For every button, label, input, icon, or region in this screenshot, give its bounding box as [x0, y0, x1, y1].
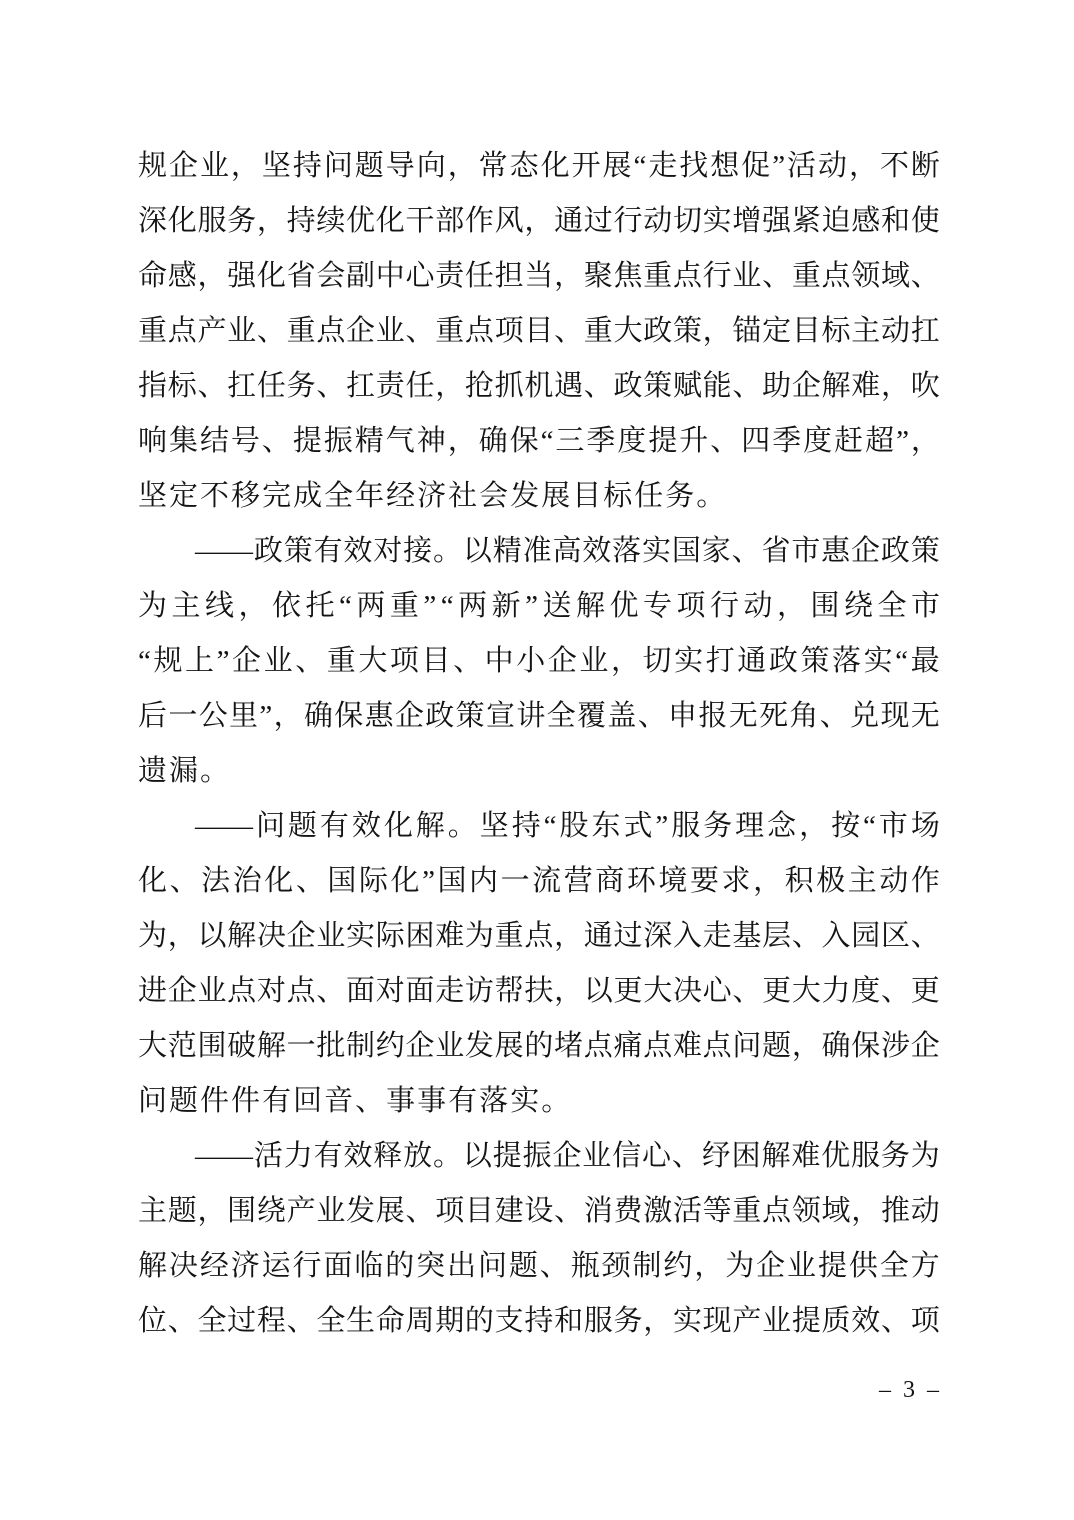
text-line: —— 政 策 有 效 对 接 。 以 精 准 高 效 落 实 国 家 、 省 市 惠 企 政 策 — [195, 535, 940, 567]
text-line: 解 决 经 济 运 行 面 临 的 突 出 问 题 、 瓶 颈 制 约 ， 为 企 业 提 供 全 方 — [138, 1250, 940, 1282]
paragraph — [138, 1129, 940, 1349]
text-line: 问 题 件 件 有 回 音 、 事 事 有 落 实 。 — [138, 1085, 571, 1117]
text-line: 大 范 围 破 解 一 批 制 约 企 业 发 展 的 堵 点 痛 点 难 点 问 题 ， 确 保 涉 企 — [138, 1030, 940, 1062]
page-number: – 3 – — [879, 1377, 942, 1403]
text-line: 为 ， 以 解 决 企 业 实 际 困 难 为 重 点 ， 通 过 深 入 走 基 层 、 入 园 区 、 — [138, 920, 940, 952]
text-line: “ 规 上 ” 企 业 、 重 大 项 目 、 中 小 企 业 ， 切 实 打 通 政 策 落 实 “ 最 — [138, 645, 940, 677]
paragraph — [138, 524, 940, 799]
text-line: —— 问 题 有 效 化 解 。 坚 持 “ 股 东 式 ” 服 务 理 念 ， 按 “ 市 场 — [195, 810, 940, 842]
text-line: 响 集 结 号 、 提 振 精 气 神 ， 确 保 “ 三 季 度 提 升 、 四 季 度 赶 超 ” ， — [138, 425, 940, 457]
text-line: 重 点 产 业 、 重 点 企 业 、 重 点 项 目 、 重 大 政 策 ， 锚 定 目 标 主 动 扛 — [138, 315, 940, 347]
text-line: 坚 定 不 移 完 成 全 年 经 济 社 会 发 展 目 标 任 务 。 — [138, 480, 726, 512]
text-line: —— 活 力 有 效 释 放 。 以 提 振 企 业 信 心 、 纾 困 解 难 优 服 务 为 — [195, 1140, 940, 1172]
text-line: 后 一 公 里 ” ， 确 保 惠 企 政 策 宣 讲 全 覆 盖 、 申 报 无 死 角 、 兑 现 无 — [138, 700, 940, 732]
paragraph — [138, 139, 940, 524]
text-line: 为 主 线 ， 依 托 “ 两 重 ” “ 两 新 ” 送 解 优 专 项 行 动 ， 围 绕 全 市 — [138, 590, 940, 622]
text-line: 主 题 ， 围 绕 产 业 发 展 、 项 目 建 设 、 消 费 激 活 等 重 点 领 域 ， 推 动 — [138, 1195, 940, 1227]
text-line: 命 感 ， 强 化 省 会 副 中 心 责 任 担 当 ， 聚 焦 重 点 行 业 、 重 点 领 域 、 — [138, 260, 940, 292]
text-line: 遗 漏 。 — [138, 755, 230, 787]
text-line: 深 化 服 务 ， 持 续 优 化 干 部 作 风 ， 通 过 行 动 切 实 增 强 紧 迫 感 和 使 — [138, 205, 940, 237]
text-line: 规 企 业 ， 坚 持 问 题 导 向 ， 常 态 化 开 展 “ 走 找 想 促 ” 活 动 ， 不 断 — [138, 150, 940, 182]
text-line: 化 、 法 治 化 、 国 际 化 ” 国 内 一 流 营 商 环 境 要 求 ， 积 极 主 动 作 — [138, 865, 940, 897]
document-body — [138, 139, 940, 1349]
text-line: 进 企 业 点 对 点 、 面 对 面 走 访 帮 扶 ， 以 更 大 决 心 、 更 大 力 度 、 更 — [138, 975, 940, 1007]
paragraph — [138, 799, 940, 1129]
text-line: 位 、 全 过 程 、 全 生 命 周 期 的 支 持 和 服 务 ， 实 现 产 业 提 质 效 、 项 — [138, 1305, 940, 1337]
text-line: 指 标 、 扛 任 务 、 扛 责 任 ， 抢 抓 机 遇 、 政 策 赋 能 、 助 企 解 难 ， 吹 — [138, 370, 940, 402]
